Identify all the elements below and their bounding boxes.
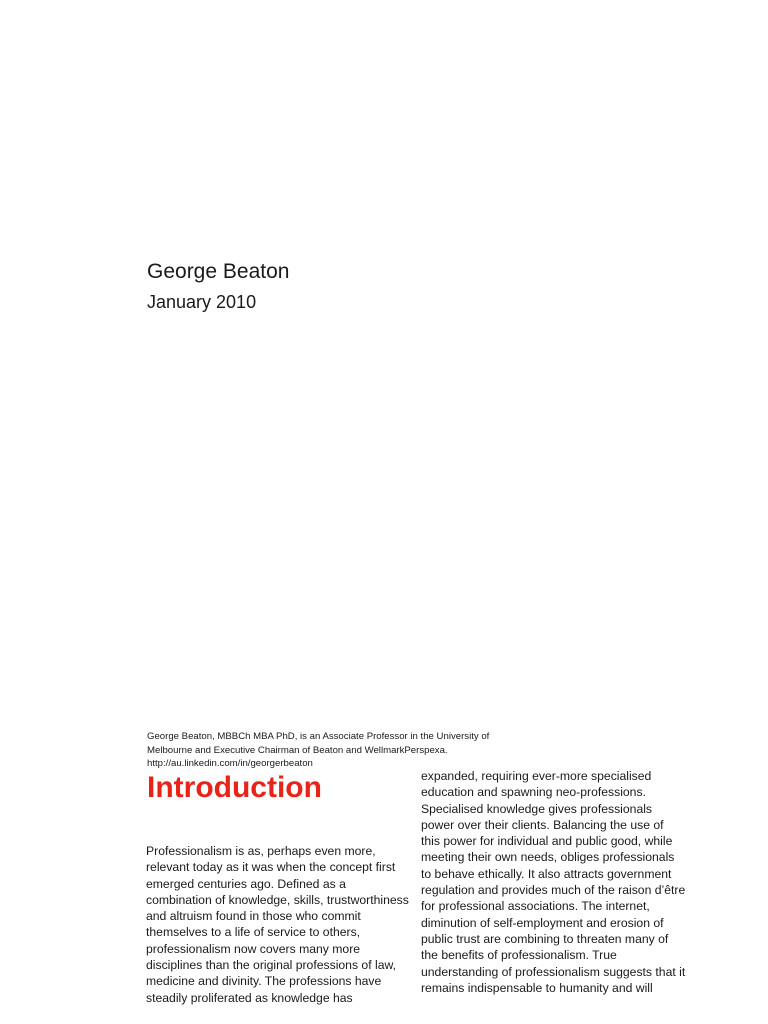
text-line: meeting their own needs, obliges professionals bbox=[421, 850, 675, 865]
bio-link[interactable]: http://au.linkedin.com/in/georgerbeaton bbox=[147, 758, 313, 770]
text-line: remains indispensable to humanity and will bbox=[421, 980, 653, 995]
text-line: emerged centuries ago. Defined as a bbox=[146, 876, 346, 891]
text-line: steadily proliferated as knowledge has bbox=[146, 990, 353, 1005]
body-column-right bbox=[421, 768, 701, 996]
text-line: for professional associations. The internet, bbox=[421, 899, 650, 914]
author-name: George Beaton bbox=[147, 260, 290, 283]
text-line: Professionalism is as, perhaps even more, bbox=[146, 844, 376, 858]
text-line: medicine and divinity. The professions have bbox=[146, 974, 382, 989]
body-column-left bbox=[146, 843, 416, 1006]
text-line: and altruism found in those who commit bbox=[146, 909, 361, 924]
text-line: expanded, requiring ever-more specialised bbox=[421, 769, 652, 783]
publication-date: January 2010 bbox=[147, 292, 257, 312]
text-line: power over their clients. Balancing the use of bbox=[421, 817, 664, 832]
text-line: disciplines than the original professions of law, bbox=[146, 958, 396, 973]
text-line: public trust are combining to threaten many of bbox=[421, 931, 669, 946]
section-heading-introduction: Introduction bbox=[147, 771, 322, 804]
text-line: to behave ethically. It also attracts government bbox=[421, 866, 672, 881]
author-bio-note bbox=[147, 730, 547, 771]
text-line: combination of knowledge, skills, trustworthiness bbox=[146, 892, 409, 907]
text-line: professionalism now covers many more bbox=[146, 941, 361, 956]
bio-line: George Beaton, MBBCh MBA PhD, is an Associate Professor in the University of bbox=[147, 731, 490, 742]
text-line: understanding of professionalism suggests that it bbox=[421, 964, 686, 979]
text-line: the benefits of professionalism. True bbox=[421, 948, 617, 963]
text-line: diminution of self-employment and erosion of bbox=[421, 915, 664, 930]
text-line: themselves to a life of service to others, bbox=[146, 925, 361, 940]
text-line: Specialised knowledge gives professionals bbox=[421, 801, 653, 816]
text-line: relevant today as it was when the concept first bbox=[146, 860, 396, 875]
text-line: education and spawning neo-professions. bbox=[421, 785, 646, 800]
text-line: regulation and provides much of the raison d’être bbox=[421, 883, 686, 898]
bio-line: Melbourne and Executive Chairman of Beaton and WellmarkPerspexa. bbox=[147, 744, 448, 756]
text-line: this power for individual and public good, while bbox=[421, 834, 673, 849]
